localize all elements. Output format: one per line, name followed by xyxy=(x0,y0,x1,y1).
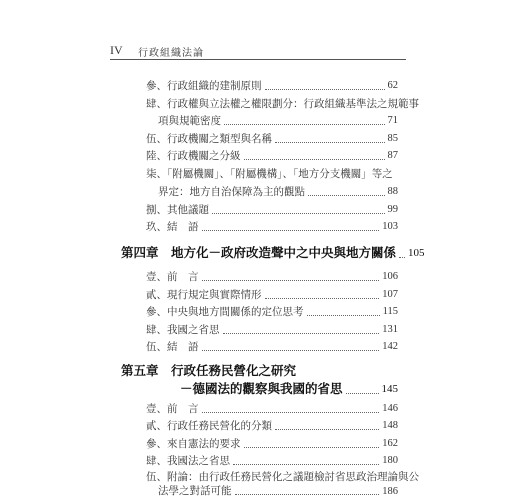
toc-entry-page: 186 xyxy=(382,486,398,497)
toc-entry-label-cont: 法學之對話可能 xyxy=(158,485,232,497)
chapter-subtitle: －德國法的觀察與我國的省思 xyxy=(180,381,343,396)
toc-entry[interactable] xyxy=(158,185,398,199)
chapter-page: 105 xyxy=(408,247,425,259)
toc-entry-page: 87 xyxy=(387,150,398,161)
toc-entry-label-cont: 界定：地方自治保障為主的觀點 xyxy=(158,186,305,198)
leader-dots xyxy=(275,429,379,430)
toc-entry[interactable] xyxy=(158,114,398,128)
leader-dots xyxy=(202,350,380,351)
leader-dots xyxy=(346,393,379,394)
toc-entry-page: 142 xyxy=(382,341,398,352)
running-title: 行政組織法論 xyxy=(138,48,204,59)
toc-entry-label: 伍、附論：由行政任務民營化之議題檢討省思政治理論與公 xyxy=(146,471,419,483)
leader-dots xyxy=(202,412,380,413)
leader-dots xyxy=(223,333,380,334)
leader-dots xyxy=(307,315,380,316)
toc-entry[interactable] xyxy=(146,419,398,433)
leader-dots xyxy=(235,494,380,495)
leader-dots xyxy=(265,89,385,90)
toc-entry[interactable] xyxy=(146,132,398,146)
toc-entry[interactable] xyxy=(146,305,398,319)
toc-entry-page: 131 xyxy=(382,324,398,335)
toc-entry-page: 107 xyxy=(382,289,398,300)
toc-entry-page: 103 xyxy=(382,221,398,232)
toc-entry-label: 伍、行政機關之類型與名稱 xyxy=(146,133,272,145)
chapter-page: 145 xyxy=(381,383,398,395)
toc-entry-label: 參、來自憲法的要求 xyxy=(146,438,241,450)
toc-entry[interactable] xyxy=(146,437,398,451)
toc-entry-page: 106 xyxy=(382,271,398,282)
toc-entry-label: 陸、行政機關之分級 xyxy=(146,150,241,162)
chapter-title: 第五章 行政任務民營化之研究 xyxy=(121,363,297,378)
toc-entry-label: 玖、結 語 xyxy=(146,221,199,233)
toc-entry-page: 180 xyxy=(382,455,398,466)
leader-dots xyxy=(308,195,385,196)
toc-entry[interactable] xyxy=(146,79,398,93)
chapter-title: 第四章 地方化－政府改造聲中之中央與地方關係 xyxy=(121,245,397,260)
toc-entry-label: 伍、結 語 xyxy=(146,341,199,353)
toc-entry-label: 貳、行政任務民營化的分類 xyxy=(146,420,272,432)
toc-entry-page: 85 xyxy=(387,133,398,144)
leader-dots xyxy=(399,257,405,258)
toc-entry-label: 壹、前 言 xyxy=(146,271,199,283)
leader-dots xyxy=(244,447,380,448)
leader-dots xyxy=(224,124,385,125)
chapter-heading[interactable] xyxy=(121,245,425,261)
toc-entry-label-cont: 項與規範密度 xyxy=(158,115,221,127)
leader-dots xyxy=(275,142,385,143)
toc-entry-label: 參、中央與地方間關係的定位思考 xyxy=(146,306,304,318)
toc-entry-label: 壹、前 言 xyxy=(146,403,199,415)
toc-entry-label: 貳、現行規定與實際情形 xyxy=(146,289,262,301)
leader-dots xyxy=(265,298,380,299)
toc-entry-page: 115 xyxy=(382,306,398,317)
toc-entry[interactable] xyxy=(146,220,398,234)
toc-entry[interactable] xyxy=(146,323,398,337)
toc-entry[interactable] xyxy=(146,402,398,416)
toc-entry-page: 88 xyxy=(387,186,398,197)
leader-dots xyxy=(202,280,380,281)
page-number: IV xyxy=(110,43,123,57)
toc-entry-label: 肆、我國之省思 xyxy=(146,324,220,336)
toc-entry-label: 柒、「附屬機關」、「附屬機構」、「地方分支機關」等之 xyxy=(146,168,393,180)
toc-entry-page: 146 xyxy=(382,403,398,414)
toc-entry-page: 71 xyxy=(387,115,398,126)
toc-entry-page: 162 xyxy=(382,438,398,449)
toc-entry-page: 148 xyxy=(382,420,398,431)
leader-dots xyxy=(212,213,385,214)
toc-entry-label: 肆、行政權與立法權之權限劃分：行政組織基準法之規範事 xyxy=(146,98,419,110)
toc-entry-page: 62 xyxy=(387,80,398,91)
running-header xyxy=(110,43,406,60)
toc-entry[interactable] xyxy=(146,340,398,354)
toc-entry[interactable] xyxy=(146,288,398,302)
toc-entry[interactable] xyxy=(158,485,398,498)
toc-entry-label: 參、行政組織的建制原則 xyxy=(146,80,262,92)
chapter-heading[interactable] xyxy=(180,381,398,397)
toc-entry-label: 捌、其他議題 xyxy=(146,204,209,216)
toc-entry-page: 99 xyxy=(387,204,398,215)
leader-dots xyxy=(244,159,385,160)
toc-entry[interactable] xyxy=(146,149,398,163)
toc-entry[interactable] xyxy=(146,203,398,217)
toc-entry[interactable] xyxy=(146,454,398,468)
leader-dots xyxy=(202,230,380,231)
toc-entry-label: 肆、我國法之省思 xyxy=(146,455,230,467)
leader-dots xyxy=(233,464,379,465)
toc-entry[interactable] xyxy=(146,270,398,284)
